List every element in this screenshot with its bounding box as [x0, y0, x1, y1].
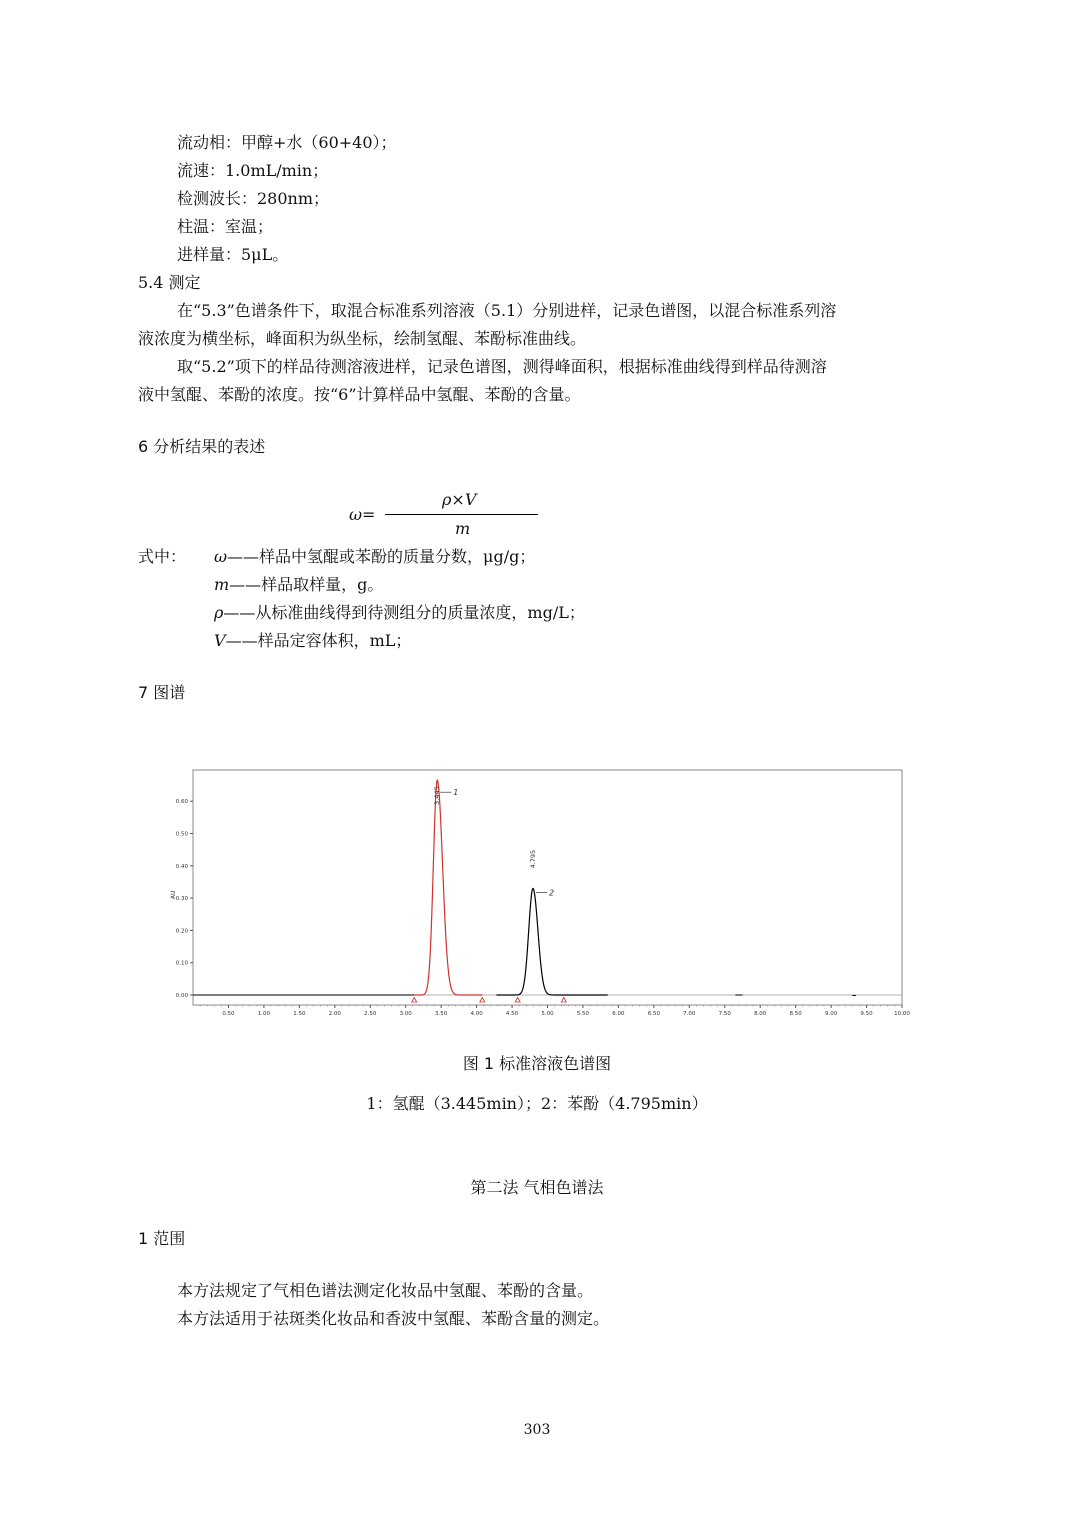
page-number: 303	[523, 1422, 551, 1438]
y-tick-label: 0.50	[175, 831, 188, 838]
peak-rt-label: 3.445	[433, 786, 442, 805]
y-tick-label: 0.00	[175, 993, 188, 999]
def-text: ——样品取样量，g。	[229, 575, 384, 594]
y-tick-label: 0.60	[175, 799, 188, 806]
def-omega	[214, 547, 535, 567]
x-tick-label: 8.50	[789, 1011, 802, 1017]
peak-rt-label: 4.795	[528, 849, 537, 869]
def-text: ——从标准曲线得到待测组分的质量浓度，mg/L；	[223, 603, 585, 622]
method-2-title: 第二法 气相色谱法	[470, 1178, 604, 1197]
x-tick-label: 4.50	[505, 1011, 519, 1017]
x-tick-label: 3.50	[435, 1011, 448, 1017]
x-tick-label: 6.50	[647, 1011, 660, 1017]
figure-legend: 1：氢醌（3.445min）；2：苯酚（4.795min）	[366, 1094, 708, 1113]
section-5-4-p2-line1: 取“5.2”项下的样品待测溶液进样，记录色谱图，测得峰面积，根据标准曲线得到样品待测溶	[177, 357, 827, 376]
def-m	[214, 575, 383, 595]
cond-wavelength: 检测波长：280nm；	[177, 189, 330, 208]
section-5-4-p1-line1: 在“5.3”色谱条件下，取混合标准系列溶液（5.1）分别进样，记录色谱图，以混合标准系列溶	[177, 301, 837, 320]
x-tick-label: 3.00	[399, 1011, 412, 1017]
x-tick-label: 2.00	[328, 1011, 341, 1017]
x-tick-label: 1.50	[293, 1011, 306, 1017]
integration-marker	[561, 998, 566, 1003]
x-tick-label: 10.00	[894, 1011, 910, 1017]
section-5-4-heading: 5.4 测定	[138, 273, 201, 292]
section-5-4-p2-line2: 液中氢醌、苯酚的浓度。按“6”计算样品中氢醌、苯酚的含量。	[138, 385, 581, 404]
y-axis-label: AU	[170, 890, 177, 900]
integration-marker	[412, 998, 417, 1003]
x-tick-label: 8.00	[754, 1011, 767, 1017]
peak-id-label: 2	[548, 888, 555, 898]
def-text: ——样品中氢醌或苯酚的质量分数，μg/g；	[227, 547, 536, 566]
integration-marker	[480, 998, 485, 1003]
cond-mobile-phase: 流动相：甲醇+水（60+40）；	[177, 133, 397, 152]
x-tick-label: 5.00	[541, 1011, 554, 1017]
y-tick-label: 0.10	[175, 960, 188, 967]
def-symbol: V	[214, 631, 226, 650]
figure-caption: 图 1 标准溶液色谱图	[462, 1054, 612, 1073]
where-label: 式中：	[138, 547, 187, 566]
x-tick-label: 9.00	[824, 1011, 838, 1017]
cond-injection-volume: 进样量：5μL。	[177, 245, 289, 264]
formula-numerator: ρ×V	[442, 490, 477, 509]
x-tick-label: 6.00	[612, 1011, 625, 1017]
formula-denominator: m	[455, 519, 471, 538]
chromatogram-chart	[165, 762, 915, 1024]
x-tick-label: 7.50	[718, 1011, 731, 1017]
def-symbol: ω	[214, 547, 228, 566]
method-2-section-1-heading: 1 范围	[138, 1229, 186, 1248]
x-tick-label: 0.50	[222, 1011, 235, 1017]
def-rho	[214, 603, 585, 623]
section-5-4-p1-line2: 液浓度为横坐标，峰面积为纵坐标，绘制氢醌、苯酚标准曲线。	[138, 329, 587, 348]
method-2-line2: 本方法适用于祛斑类化妆品和香波中氢醌、苯酚含量的测定。	[177, 1309, 610, 1328]
cond-flow-rate: 流速：1.0mL/min；	[177, 161, 329, 180]
cond-column-temp: 柱温：室温；	[177, 217, 274, 236]
integration-marker	[515, 998, 520, 1003]
method-2-line1: 本方法规定了气相色谱法测定化妆品中氢醌、苯酚的含量。	[177, 1281, 594, 1300]
x-tick-label: 7.00	[683, 1011, 696, 1017]
x-tick-label: 1.00	[257, 1011, 271, 1017]
x-tick-label: 4.00	[470, 1011, 483, 1017]
formula-fraction-bar	[385, 514, 538, 515]
peak-id-label: 1	[453, 788, 459, 798]
section-7-heading: 7 图谱	[138, 683, 186, 702]
peak-1-trace	[414, 780, 482, 995]
section-6-heading: 6 分析结果的表述	[138, 437, 266, 456]
x-tick-label: 5.50	[576, 1011, 590, 1017]
formula-lhs: ω=	[349, 505, 376, 524]
y-tick-label: 0.40	[175, 863, 188, 870]
peak-2-trace	[496, 888, 607, 995]
plot-frame	[193, 770, 902, 1005]
def-symbol: ρ	[214, 603, 224, 622]
y-tick-label: 0.30	[175, 896, 188, 903]
x-tick-label: 9.50	[860, 1011, 873, 1017]
def-symbol: m	[214, 575, 230, 594]
def-v	[214, 631, 411, 651]
def-text: ——样品定容体积，mL；	[225, 631, 412, 650]
y-tick-label: 0.20	[175, 928, 188, 935]
x-tick-label: 2.50	[364, 1011, 377, 1017]
